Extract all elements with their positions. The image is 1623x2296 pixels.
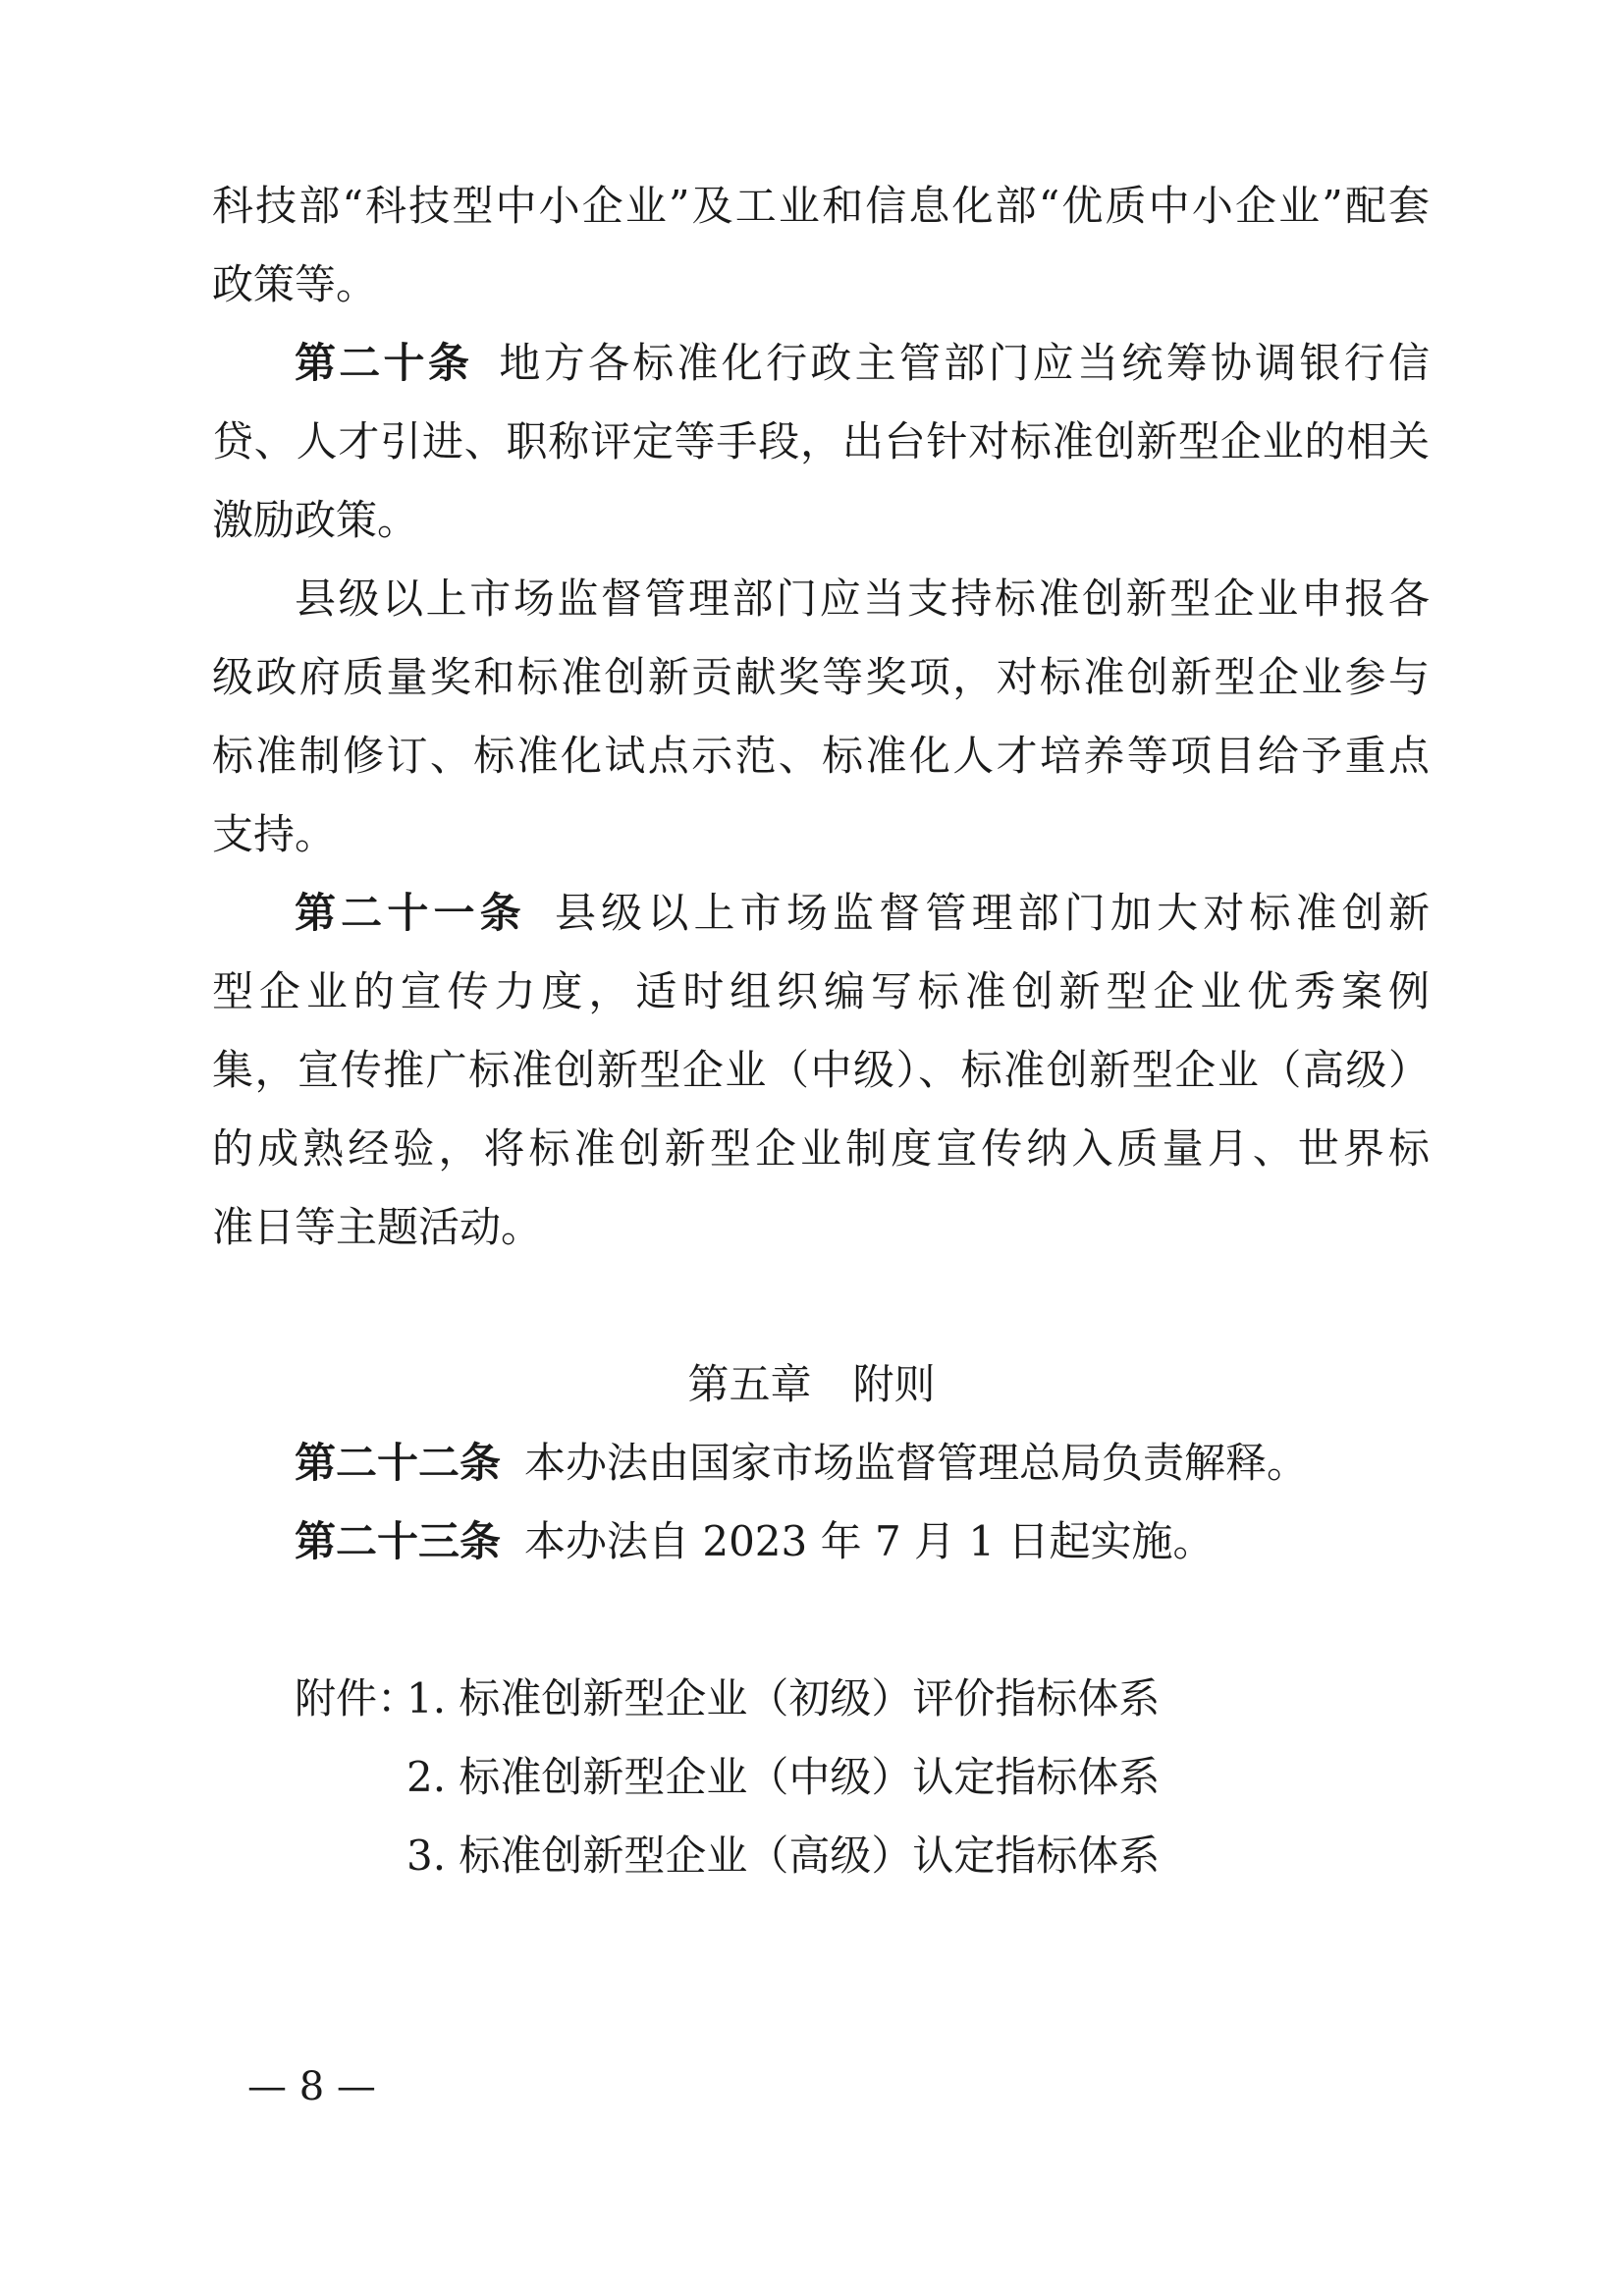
article-23-line xyxy=(295,1512,1430,1571)
paragraph-line: 集，宣传推广标准创新型企业（中级）、标准创新型企业（高级） xyxy=(212,1046,1430,1094)
article-21-heading: 第二十一条 xyxy=(295,889,526,937)
paragraph-line: 准日等主题活动。 xyxy=(212,1203,543,1251)
paragraph-line: 标准制修订、标准化试点示范、标准化人才培养等项目给予重点 xyxy=(212,732,1430,780)
paragraph-line: 贷、人才引进、职称评定等手段，出台针对标准创新型企业的相关 xyxy=(212,417,1430,465)
paragraph-line: 政策等。 xyxy=(212,260,378,308)
chapter-title: 第五章 附则 xyxy=(687,1360,936,1408)
article-21-line xyxy=(295,884,1430,943)
article-21-text: 县级以上市场监督管理部门加大对标准创新 xyxy=(549,889,1430,937)
paragraph-line: 级政府质量奖和标准创新贡献奖等奖项，对标准创新型企业参与 xyxy=(212,653,1430,701)
page-number: — 8 — xyxy=(247,2064,376,2109)
paragraph-line: 支持。 xyxy=(212,810,337,858)
paragraph-line: 县级以上市场监督管理部门应当支持标准创新型企业申报各 xyxy=(295,574,1430,623)
article-20-text: 地方各标准化行政主管部门应当统筹协调银行信 xyxy=(496,339,1430,387)
attachment-item: 2. 标准创新型企业（中级）认定指标体系 xyxy=(406,1753,1161,1801)
article-20-heading: 第二十条 xyxy=(295,339,473,387)
attachment-item: 1. 标准创新型企业（初级）评价指标体系 xyxy=(406,1674,1161,1722)
paragraph-line: 激励政策。 xyxy=(212,496,419,544)
article-22-text: 本办法由国家市场监督管理总局负责解释。 xyxy=(524,1439,1309,1487)
paragraph-line: 型企业的宣传力度，适时组织编写标准创新型企业优秀案例 xyxy=(212,967,1430,1015)
article-23-text: 本办法自 2023 年 7 月 1 日起实施。 xyxy=(524,1517,1215,1565)
article-20-line xyxy=(295,334,1430,393)
attachment-item: 3. 标准创新型企业（高级）认定指标体系 xyxy=(406,1831,1161,1880)
article-23-heading: 第二十三条 xyxy=(295,1517,502,1565)
paragraph-line: 科技部“科技型中小企业”及工业和信息化部“优质中小企业”配套 xyxy=(212,182,1430,230)
article-22-line xyxy=(295,1434,1430,1493)
attachments-label: 附件： xyxy=(295,1674,419,1722)
paragraph-line: 的成熟经验，将标准创新型企业制度宣传纳入质量月、世界标 xyxy=(212,1124,1430,1173)
article-22-heading: 第二十二条 xyxy=(295,1439,502,1487)
